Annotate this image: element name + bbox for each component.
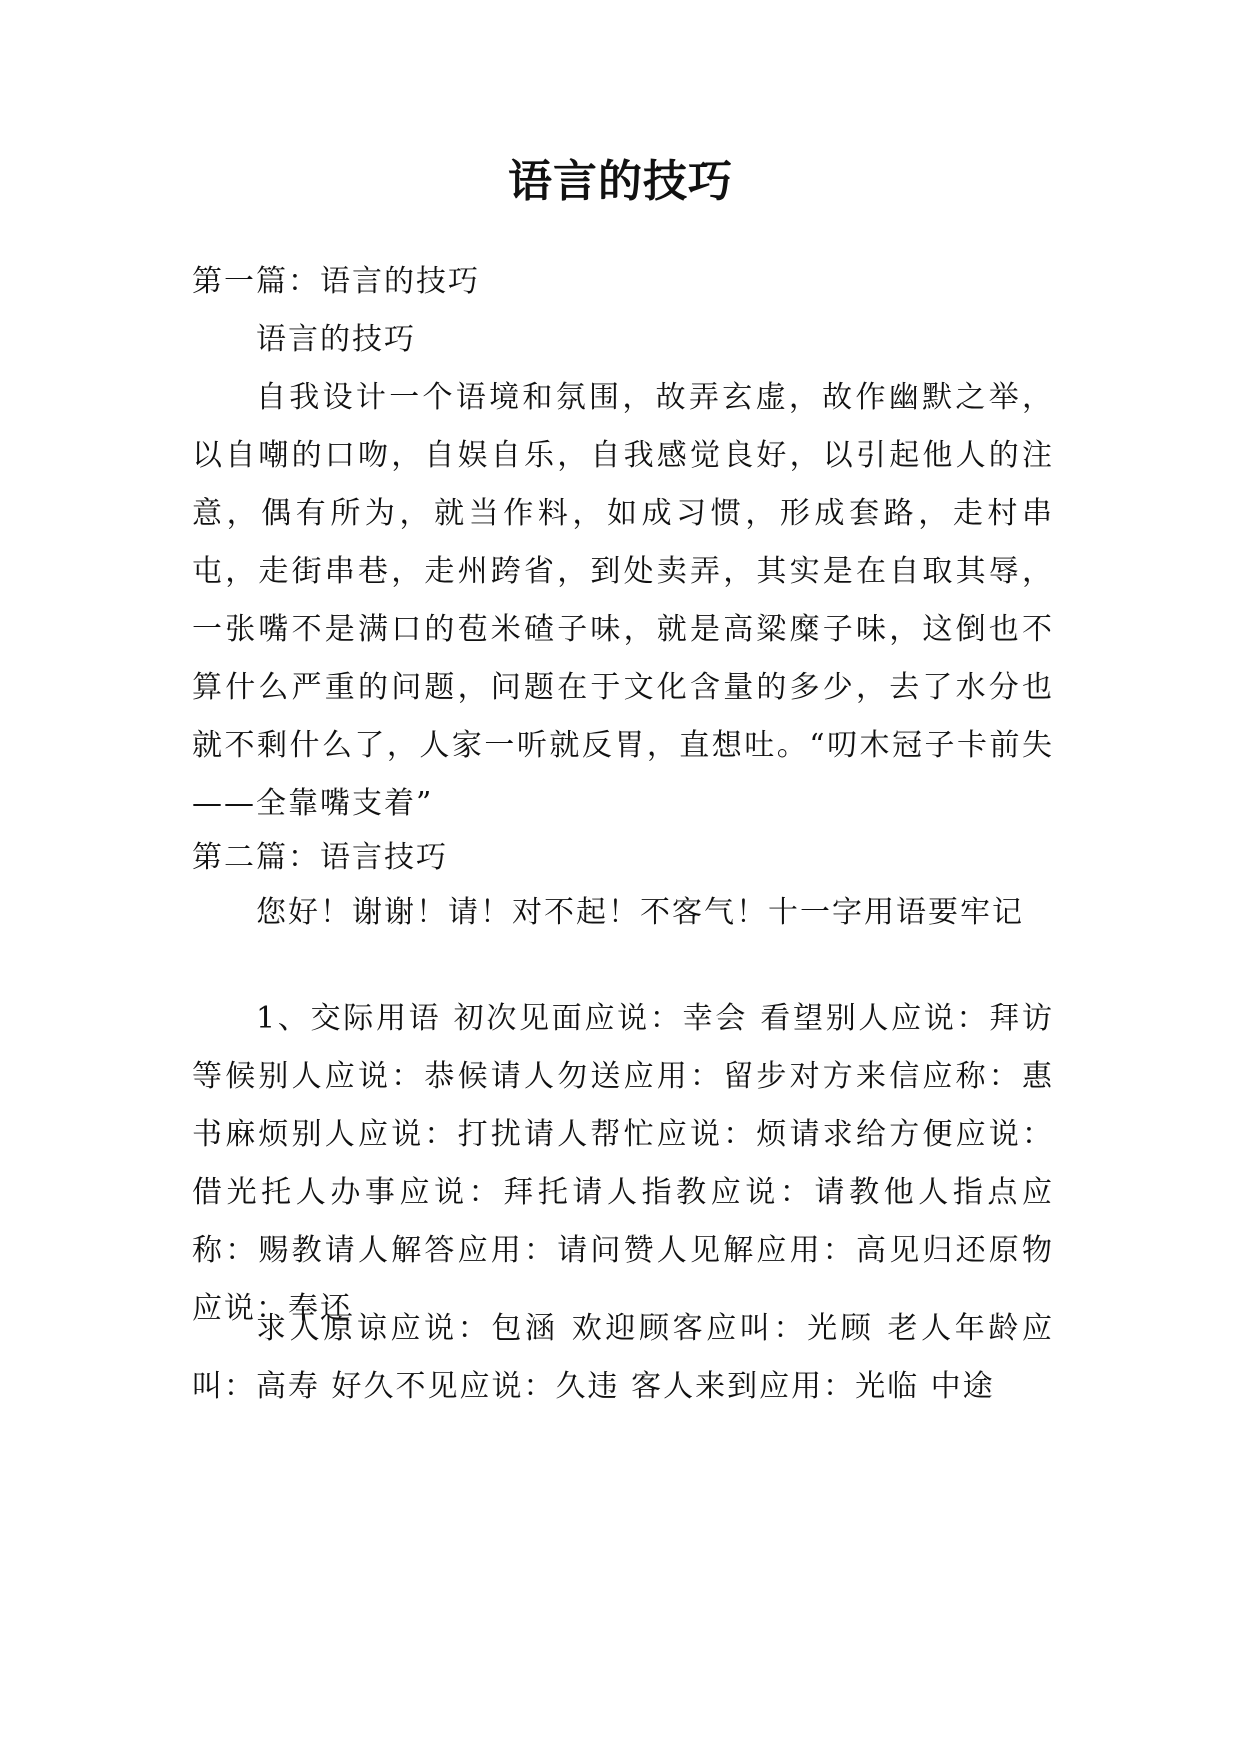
section1-heading: 第一篇：语言的技巧 xyxy=(192,264,480,299)
section1-paragraph: 自我设计一个语境和氛围，故弄玄虚，故作幽默之举，以自嘲的口吻，自娱自乐，自我感觉良好，以引起他人的注意，偶有所为，就当作料，如成习惯，形成套路，走村串屯，走街串巷，走州跨省，到处卖弄，其实是在自取其辱，一张嘴不是满口的苞米碴子味，就是高粱糜子味，这倒也不算什么严重的问题，问题在于文化含量的多少，去了水分也就不剩什么了，人家一听就反胃，直想吐。“叨木冠子卡前失——全靠嘴支着” xyxy=(192,380,1054,821)
section1-subtitle: 语言的技巧 xyxy=(256,322,416,357)
document-title: 语言的技巧 xyxy=(508,156,733,207)
section2-paragraph-courtesy-phrases: 求人原谅应说：包涵 欢迎顾客应叫：光顾 老人年龄应叫：高寿 好久不见应说：久违 客人来到应用：光临 中途 xyxy=(192,1311,1054,1404)
section2-paragraph-social-phrases: 1、交际用语 初次见面应说：幸会 看望别人应说：拜访等候别人应说：恭候请人勿送应用：留步对方来信应称：惠书麻烦别人应说：打扰请人帮忙应说：烦请求给方便应说：借光托人办事应说：拜托请人指教应说：请教他人指点应称：赐教请人解答应用：请问赞人见解应用：高见归还原物应说：奉还 xyxy=(192,1001,1054,1326)
section2-heading: 第二篇：语言技巧 xyxy=(192,840,448,875)
section2-paragraph-greetings: 您好！谢谢！请！对不起！不客气！十一字用语要牢记 xyxy=(256,895,1024,930)
